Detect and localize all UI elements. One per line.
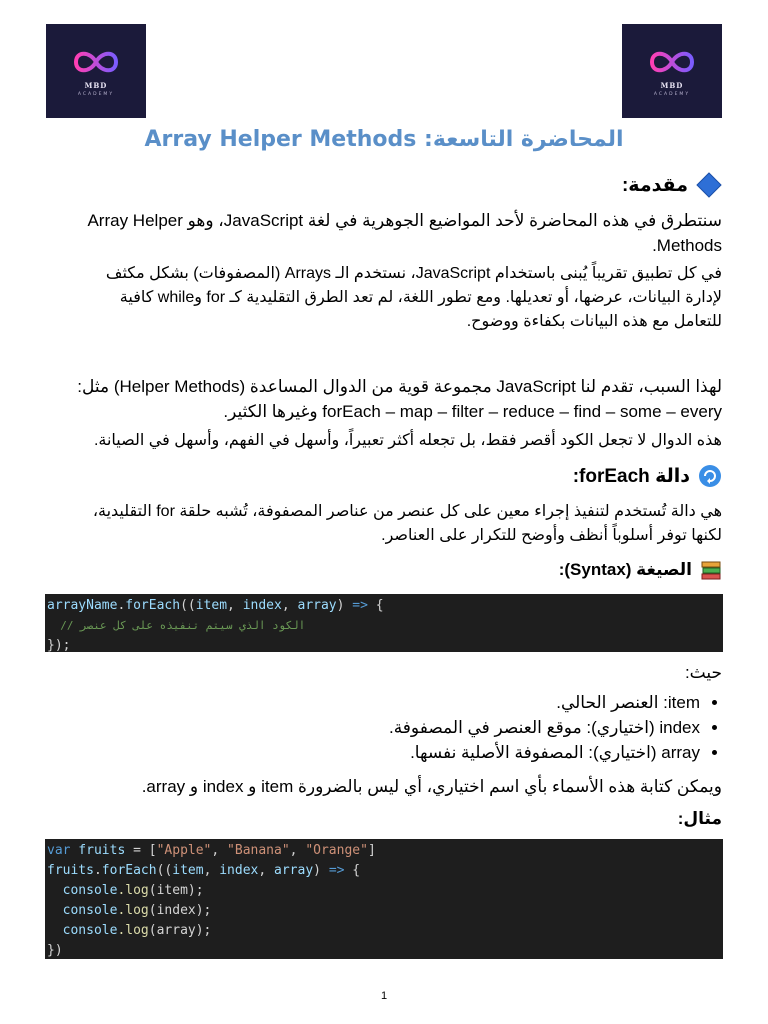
intro-line-2: Methods. [652,236,722,255]
list-item: • array (اختياري): المصفوفة الأصلية نفسها. [80,740,700,765]
code-line: console.log(item); [47,883,204,898]
intro-heading [622,172,722,198]
logo-brand-text: MBD [660,81,684,90]
helpers-paragraph [46,374,722,424]
academy-logo-left [46,24,146,118]
example-code-block [45,839,723,959]
books-icon [700,559,722,581]
diamond-icon [696,172,722,198]
academy-logo-right [622,24,722,118]
foreach-heading-text: دالة forEach: [572,465,690,487]
intro-paragraph [46,208,722,258]
list-item: • index (اختياري): موقع العنصر في المصفوفة. [80,715,700,740]
syntax-code-block [45,594,723,652]
foreach-paragraph [46,500,722,548]
code-line: fruits.forEach((item, index, array) => { [47,863,361,878]
arrays-line-2: لإدارة البيانات، عرضها، أو تعديلها. ومع تطور اللغة، لم تعد الطرق التقليدية كـ for وwhile كافية [119,289,722,306]
infinity-logo-icon [68,45,124,79]
names-note [46,774,722,799]
code-line: }) [47,943,63,958]
example-heading-text: مثال: [677,809,722,828]
names-note-text: ويمكن كتابة هذه الأسماء بأي اسم اختياري، أي ليس بالضرورة item و index و array. [141,777,722,796]
logo-sub-text: ACADEMY [653,92,691,97]
arrays-line-1: في كل تطبيق تقريباً يُبنى باستخدام JavaScript، نستخدم الـ Arrays (المصفوفات) بشكل مكثف [105,265,722,282]
code-line: console.log(index); [47,903,212,918]
syntax-heading-text: الصيغة (Syntax): [558,560,692,579]
code-line: arrayName.forEach((item, index, array) => { [47,598,384,613]
where-label-text: حيث: [684,663,722,682]
benefits-paragraph [46,429,722,453]
code-comment-line: // الكود الذي سيتم تنفيذه على كل عنصر [47,619,306,632]
logo-sub-text: ACADEMY [77,92,115,97]
helpers-line-1: لهذا السبب، تقدم لنا JavaScript مجموعة قوية من الدوال المساعدة (Helper Methods) مثل: [77,377,722,396]
code-line: var fruits = ["Apple", "Banana", "Orange"] [47,843,376,858]
code-line: console.log(array); [47,923,212,938]
code-line: }); [47,638,71,653]
page-title: المحاضرة التاسعة: Array Helper Methods [144,127,624,152]
foreach-line-2: لكنها توفر أسلوباً أنظف وأوضح للتكرار على العناصر. [381,527,722,544]
foreach-line-1: هي دالة تُستخدم لتنفيذ إجراء معين على كل عنصر من عناصر المصفوفة، تُشبه حلقة for التقليدية، [92,503,722,520]
foreach-heading [573,464,722,488]
params-list [80,690,722,765]
benefits-line: هذه الدوال لا تجعل الكود أقصر فقط، بل تجعله أكثر تعبيراً، وأسهل في الفهم، وأسهل في الصيانة. [93,432,722,449]
arrays-line-3: للتعامل مع هذه البيانات بكفاءة ووضوح. [466,313,722,330]
logo-brand-text: MBD [84,81,108,90]
intro-heading-text: مقدمة: [621,174,688,196]
example-heading [46,806,722,831]
refresh-icon [698,464,722,488]
list-item: • item: العنصر الحالي. [80,690,700,715]
infinity-logo-icon [644,45,700,79]
syntax-heading [559,559,722,581]
where-label [46,660,722,685]
page-number: 1 [380,990,388,1002]
intro-line-1: سنتطرق في هذه المحاضرة لأحد المواضيع الجوهرية في لغة JavaScript، وهو Array Helper [87,211,722,230]
arrays-paragraph [46,262,722,334]
helpers-line-2: forEach – map – filter – reduce – find – some – every وغيرها الكثير. [223,402,722,421]
